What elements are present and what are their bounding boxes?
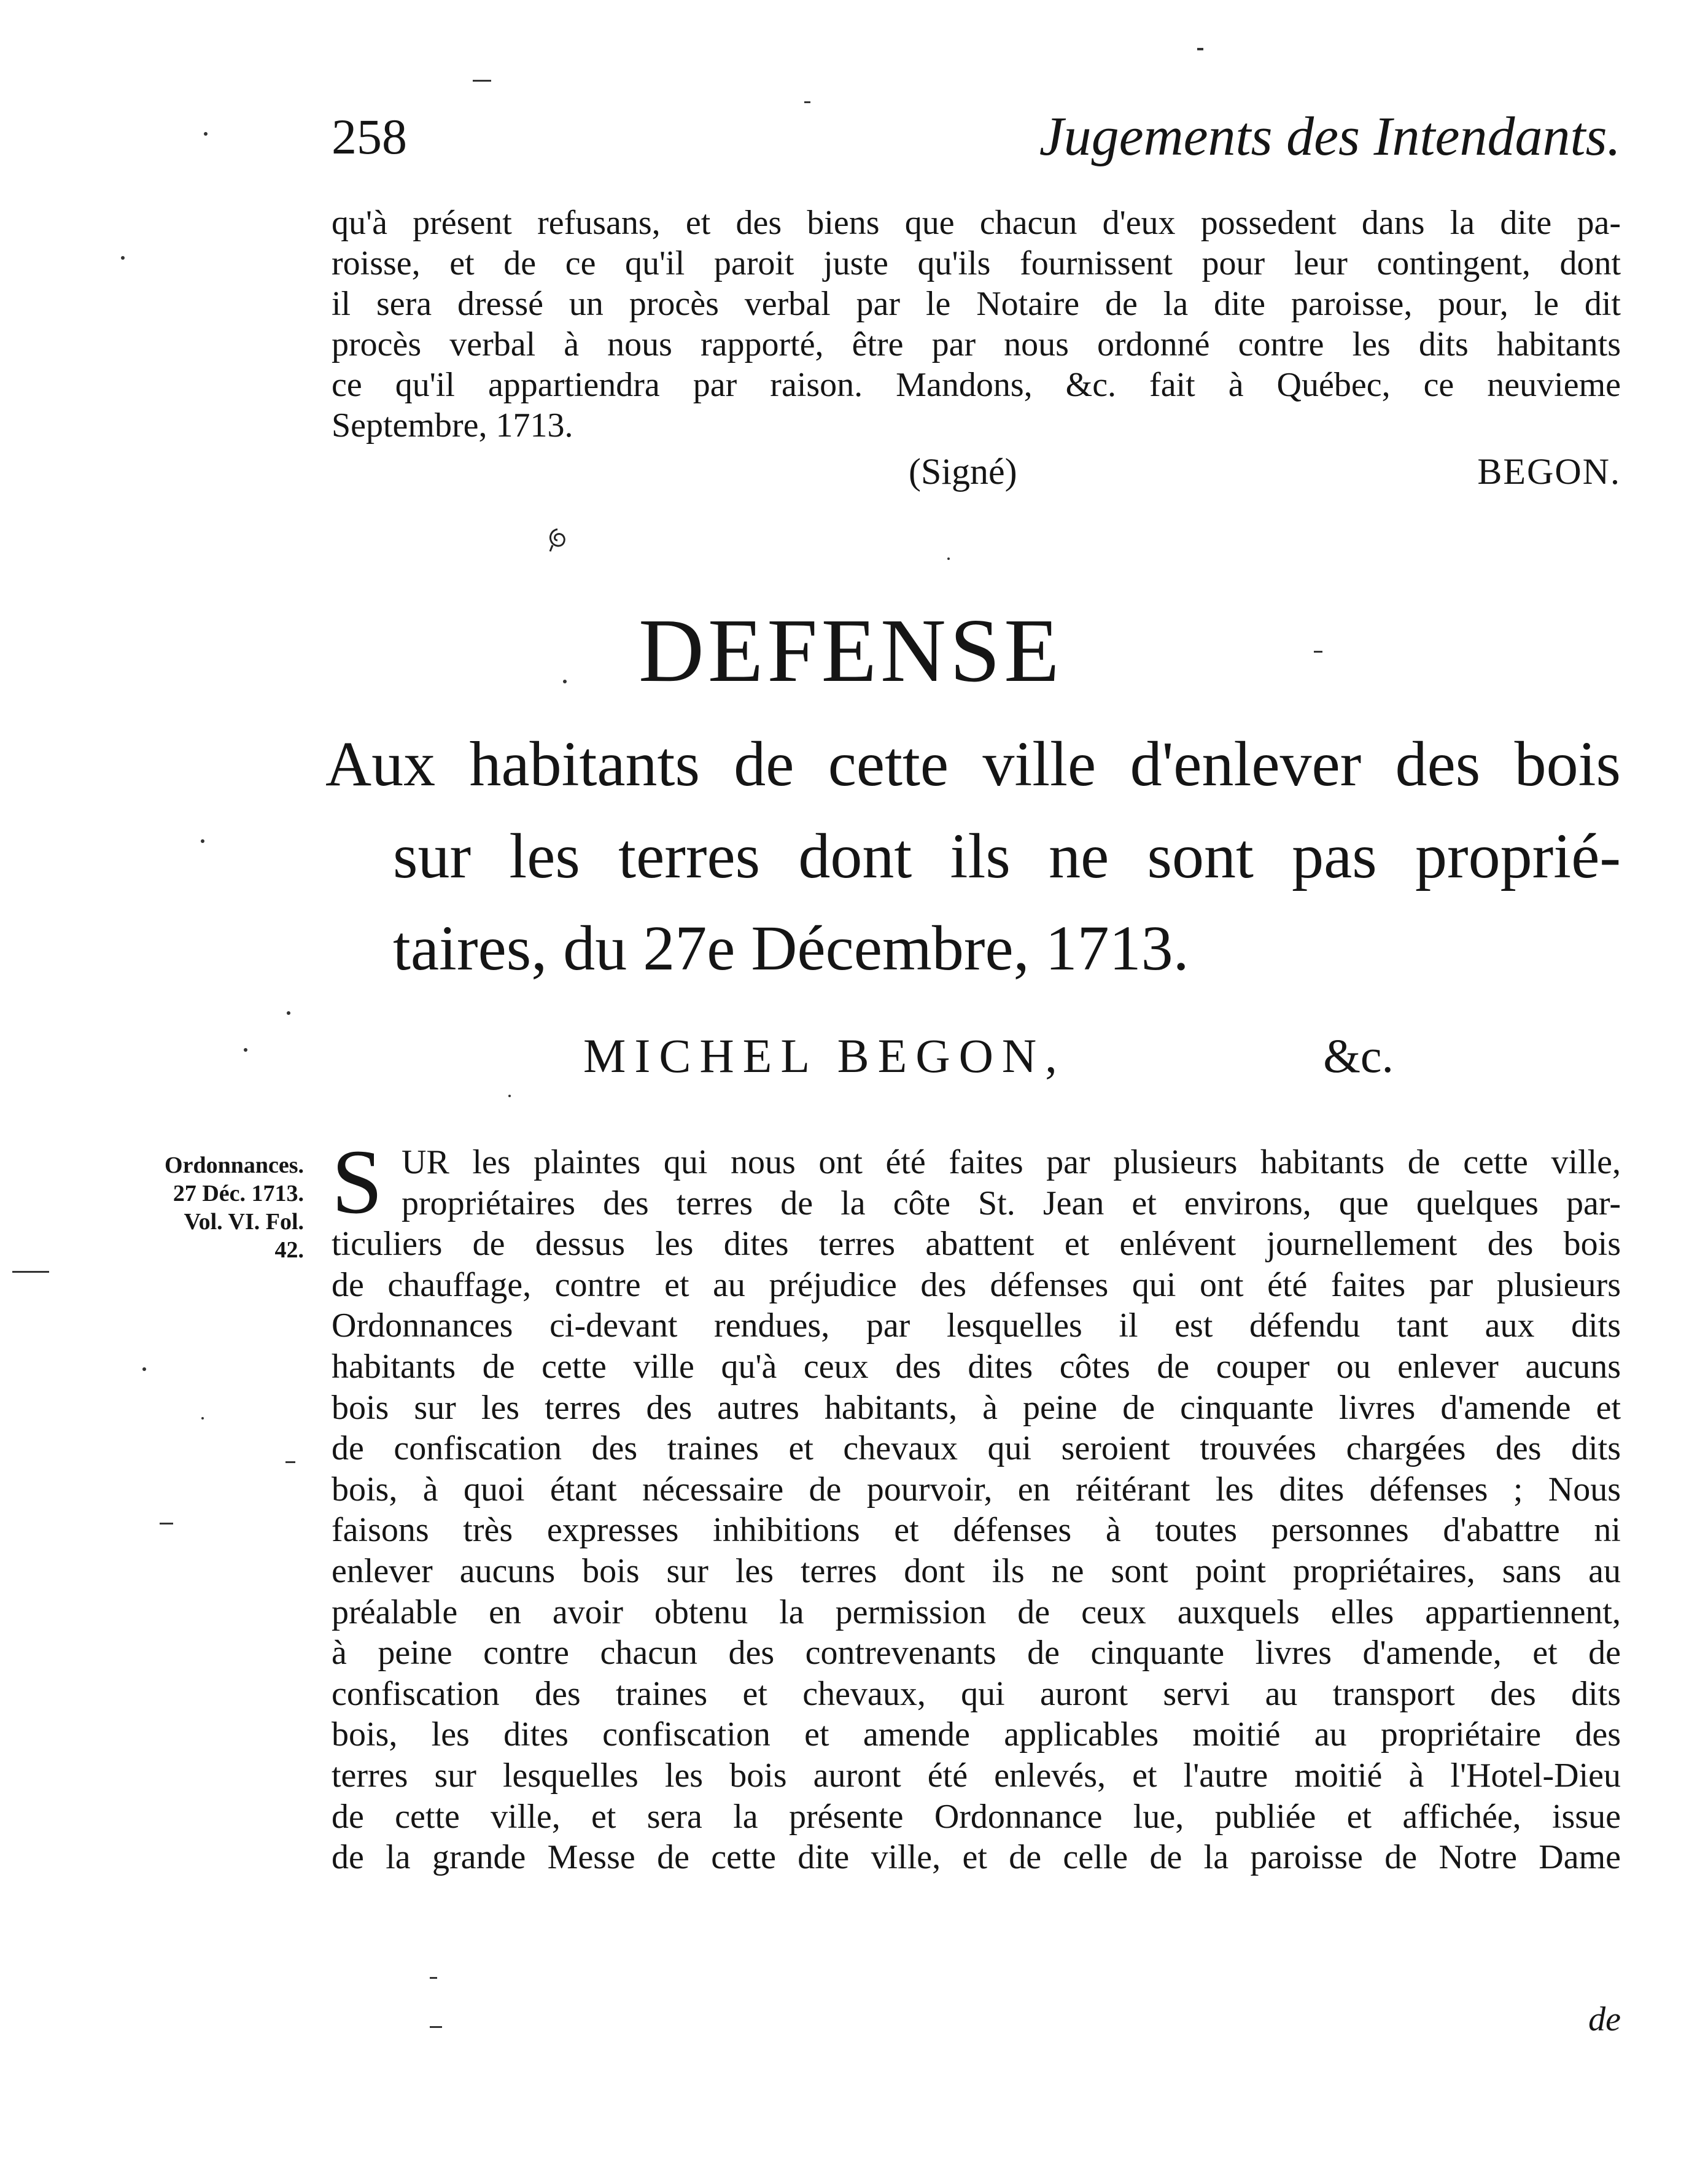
margin-line: 42. bbox=[274, 1237, 304, 1263]
text-line: procès verbal à nous rapporté, être par nous ordonné contre les dits habitants bbox=[332, 325, 1621, 363]
text-line: roisse, et de ce qu'il paroit juste qu'ils fournissent pour leur contingent, dont bbox=[332, 244, 1621, 282]
subtitle-line: Aux habitants de cette ville d'enlever des bois bbox=[325, 729, 1621, 799]
text-line: qu'à présent refusans, et des biens que chacun d'eux possedent dans la dite pa- bbox=[332, 204, 1621, 242]
subtitle-line: taires, du 27e Décembre, 1713. bbox=[393, 913, 1189, 984]
text-line: de chauffage, contre et au préjudice des défenses qui ont été faites par plusieurs bbox=[332, 1265, 1621, 1304]
catchword: de bbox=[1588, 2000, 1621, 2038]
text-line: bois, à quoi étant nécessaire de pourvoir, en réitérant les dites défenses ; Nous bbox=[332, 1470, 1621, 1509]
text-line: Septembre, 1713. bbox=[332, 406, 573, 445]
printer-ornament-icon bbox=[545, 527, 570, 554]
margin-reference bbox=[129, 1151, 304, 1264]
text-line: de cette ville, et sera la présente Ordonnance lue, publiée et affichée, issue bbox=[332, 1797, 1621, 1836]
signer-name: BEGON. bbox=[1477, 451, 1621, 492]
ordinance-body bbox=[332, 1131, 1621, 1878]
margin-line: Ordonnances. bbox=[165, 1152, 304, 1178]
text-line: à peine contre chacun des contrevenants de cinquante livres d'amende, et de bbox=[332, 1634, 1621, 1672]
ordinance-title: DEFENSE bbox=[639, 600, 1063, 701]
text-line: bois sur les terres des autres habitants, à peine de cinquante livres d'amende et bbox=[332, 1388, 1621, 1427]
running-title: Jugements des Intendants. bbox=[1039, 106, 1621, 167]
text-line: ticuliers de dessus les dites terres abattent et enlévent journellement des bois bbox=[332, 1225, 1621, 1264]
subtitle-line: sur les terres dont ils ne sont pas proprié- bbox=[393, 821, 1621, 891]
text-line: il sera dressé un procès verbal par le Notaire de la dite paroisse, pour, le dit bbox=[332, 285, 1621, 323]
page-header bbox=[332, 103, 1621, 177]
text-line: ce qu'il appartiendra par raison. Mandons, &c. fait à Québec, ce neuvieme bbox=[332, 366, 1621, 404]
signature bbox=[332, 447, 1621, 496]
margin-line: 27 Déc. 1713. bbox=[173, 1181, 304, 1206]
text-line: bois, les dites confiscation et amende applicables moitié au propriétaire des bbox=[332, 1715, 1621, 1754]
text-line: faisons très expresses inhibitions et défenses à toutes personnes d'abattre ni bbox=[332, 1511, 1621, 1550]
drop-cap: S bbox=[332, 1131, 383, 1233]
issuer-line bbox=[583, 1025, 1394, 1087]
text-line: UR les plaintes qui nous ont été faites par plusieurs habitants de cette ville, bbox=[402, 1143, 1621, 1181]
page-number: 258 bbox=[332, 109, 407, 165]
text-line: enlever aucuns bois sur les terres dont ils ne sont point propriétaires, sans au bbox=[332, 1552, 1621, 1590]
continuation-paragraph bbox=[332, 203, 1621, 446]
text-line: terres sur lesquelles les bois auront été enlevés, et l'autre moitié à l'Hotel-Dieu bbox=[332, 1756, 1621, 1795]
text-line: Ordonnances ci-devant rendues, par lesquelles il est défendu tant aux dits bbox=[332, 1307, 1621, 1345]
signe-label: (Signé) bbox=[909, 451, 1017, 492]
text-line: préalable en avoir obtenu la permission de ceux auxquels elles appartiennent, bbox=[332, 1593, 1621, 1631]
text-line: propriétaires des terres de la côte St. Jean et environs, que quelques par- bbox=[402, 1184, 1621, 1222]
margin-line: Vol. VI. Fol. bbox=[184, 1209, 304, 1235]
text-line: de confiscation des traines et chevaux qui seroient trouvées chargées des dits bbox=[332, 1429, 1621, 1468]
text-line: de la grande Messe de cette dite ville, et de celle de la paroisse de Notre Dame bbox=[332, 1838, 1621, 1877]
issuer-etc: &c. bbox=[1323, 1029, 1394, 1082]
ordinance-subtitle bbox=[325, 718, 1621, 995]
issuer-name: MICHEL BEGON, bbox=[583, 1029, 1066, 1082]
text-line: habitants de cette ville qu'à ceux des dites côtes de couper ou enlever aucuns bbox=[332, 1347, 1621, 1386]
text-line: confiscation des traines et chevaux, qui auront servi au transport des dits bbox=[332, 1674, 1621, 1713]
